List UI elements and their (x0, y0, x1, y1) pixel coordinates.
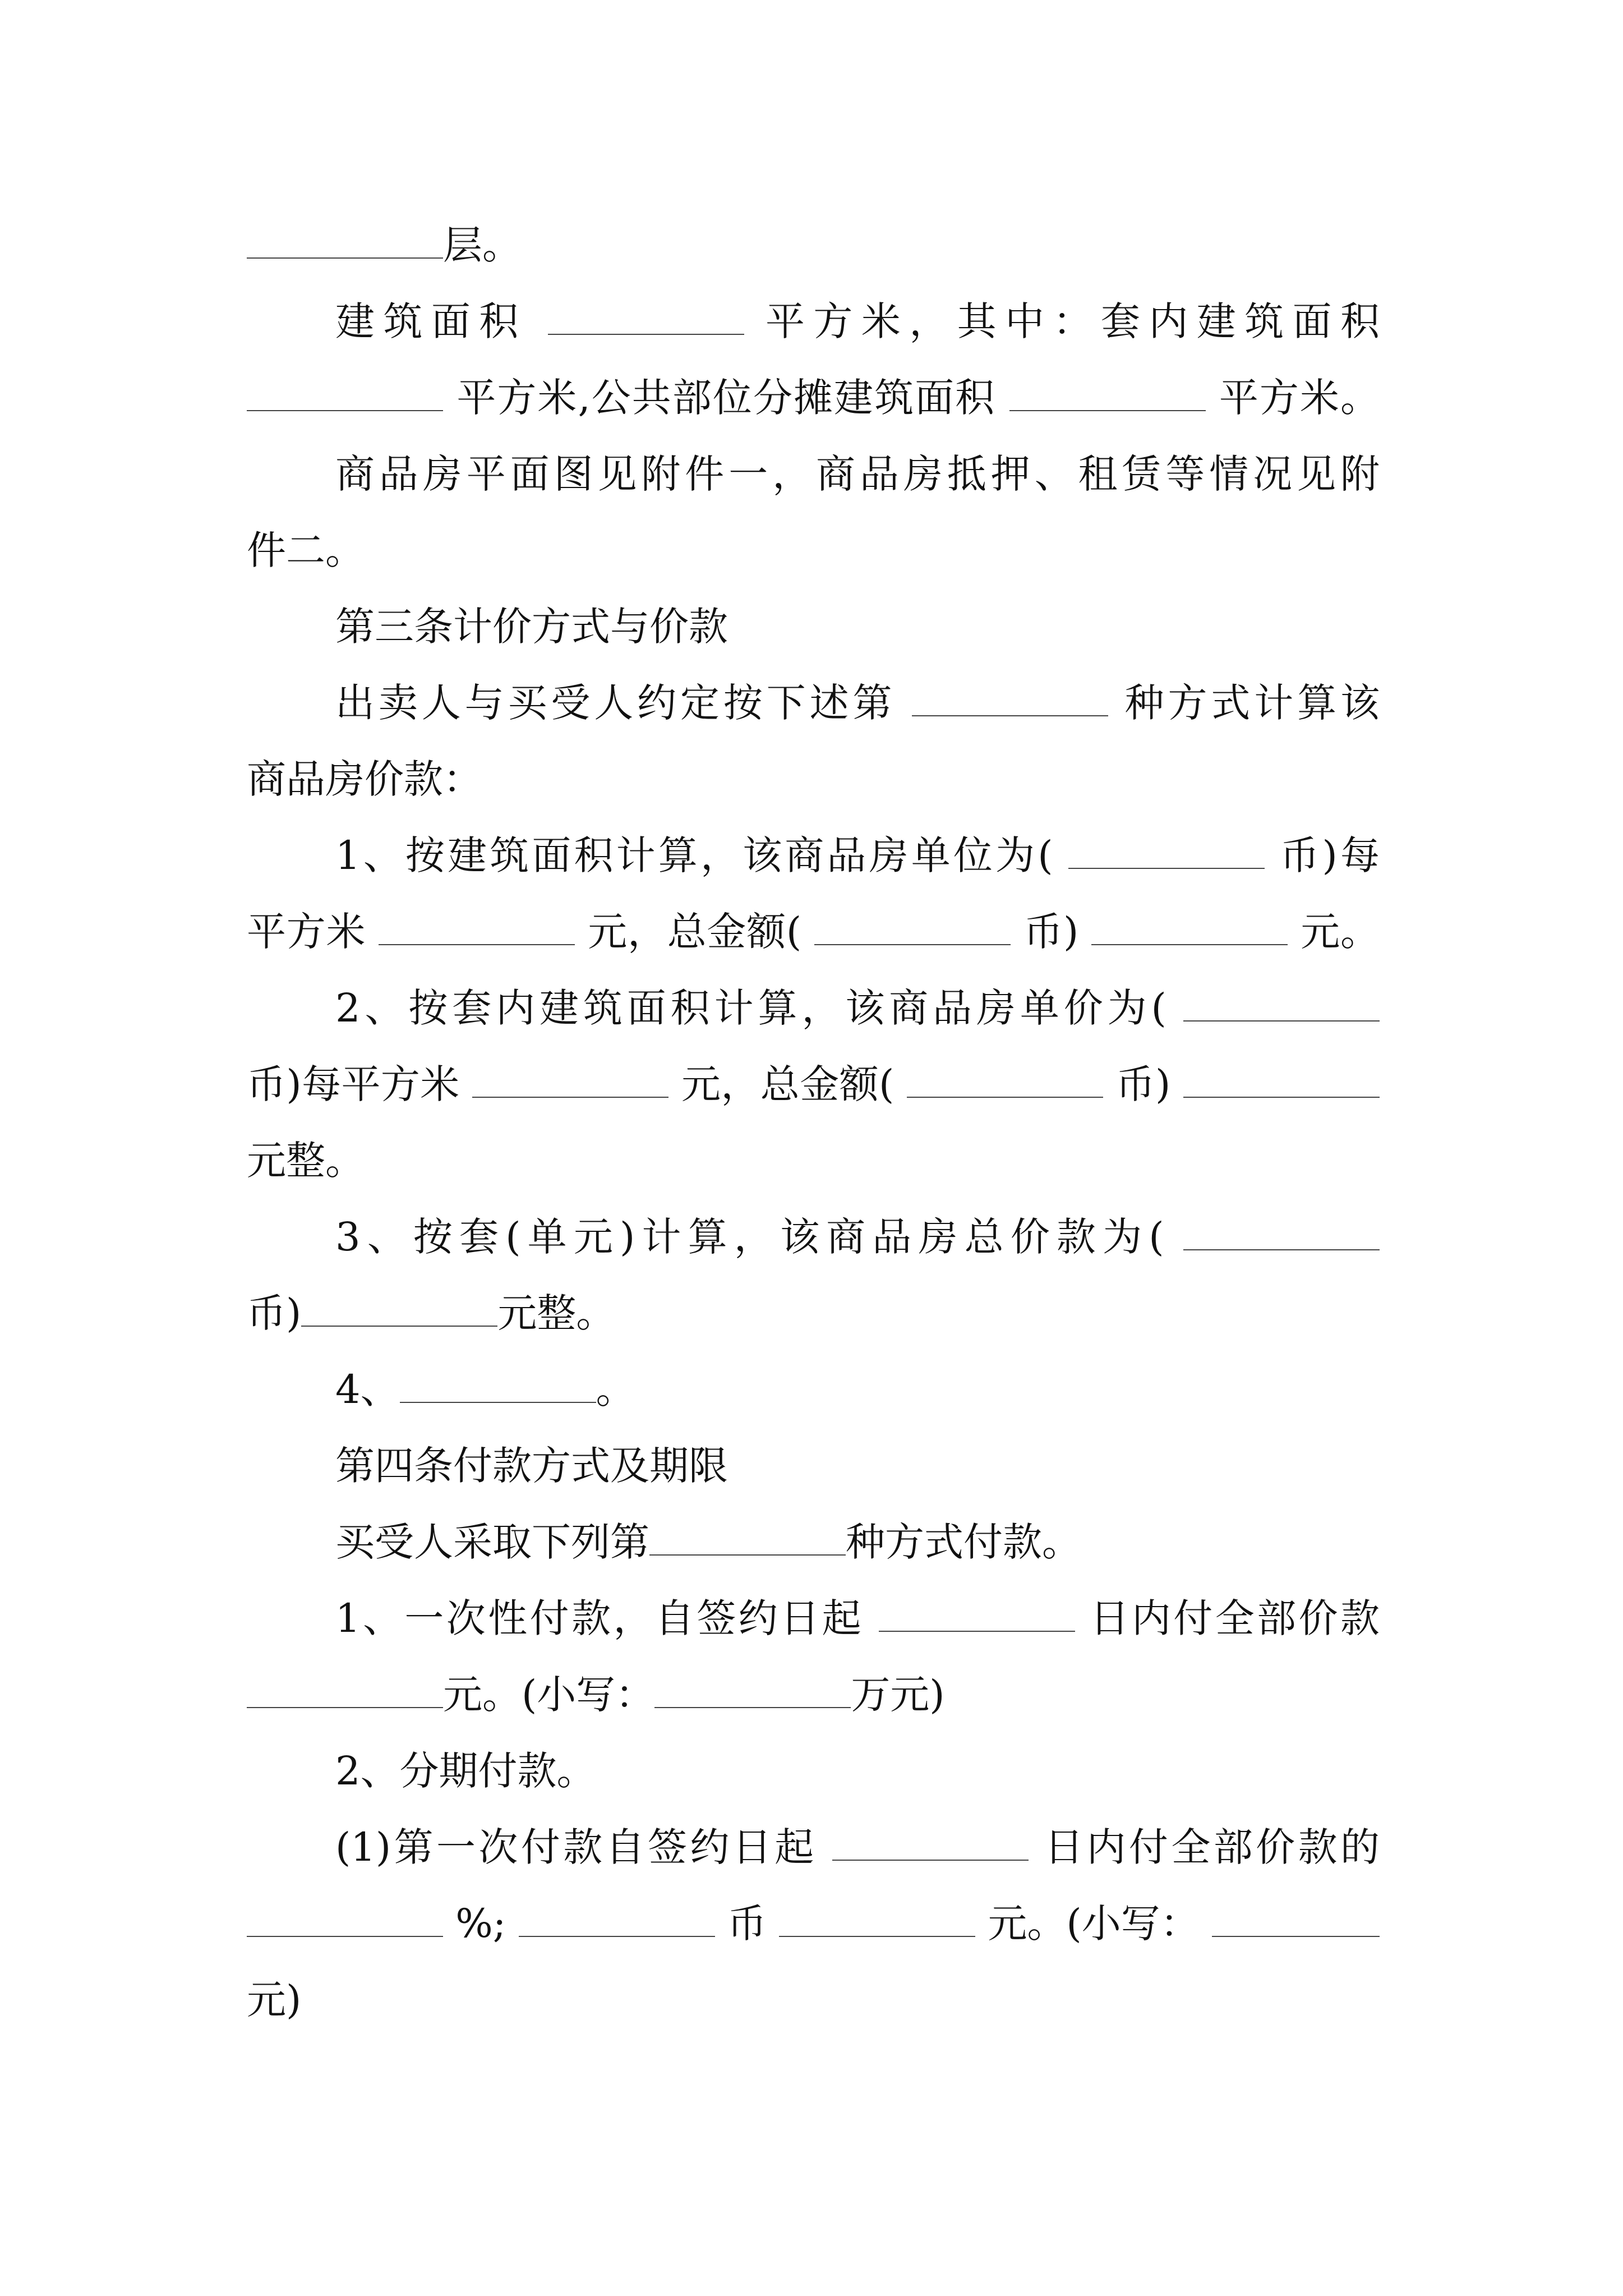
blank-field (879, 1591, 1075, 1632)
text-segment: 元) (247, 1977, 302, 2023)
text-segment: (1)第一次付款自签约日起 (335, 1824, 817, 1870)
text-segment: 元。(小写： (443, 1672, 655, 1718)
text-segment: 币) (1115, 1061, 1171, 1107)
text-segment: 3、按套(单元)计算，该商品房总价款为( (335, 1214, 1164, 1260)
text-line (247, 211, 1380, 279)
text-line (335, 288, 1380, 355)
text-line (247, 1051, 1380, 1118)
blank-field (1091, 905, 1288, 945)
text-segment: 币) (247, 1290, 302, 1336)
text-segment: 平方米 (247, 909, 366, 955)
text-segment: %; (455, 1901, 506, 1947)
blank-field (814, 905, 1011, 945)
section-heading (335, 1432, 1380, 1499)
text-line (335, 1508, 1380, 1576)
text-segment: 第三条计价方式与价款 (335, 604, 728, 650)
blank-field (472, 1057, 668, 1098)
text-line (247, 1127, 1380, 1194)
text-segment: 币 (727, 1901, 767, 1947)
text-line (335, 1203, 1380, 1271)
text-segment: 日内付全部价款 (1090, 1595, 1380, 1641)
text-line (247, 1966, 1380, 2033)
text-segment: 1、一次性付款，自签约日起 (335, 1595, 864, 1641)
text-line (335, 1585, 1380, 1652)
blank-field (301, 1286, 497, 1327)
text-segment: 平方米,公共部位分摊建筑面积 (457, 375, 996, 421)
text-line (247, 1890, 1380, 1957)
text-segment: 2、按套内建筑面积计算，该商品房单价为( (335, 985, 1166, 1031)
text-segment: 件二。 (247, 527, 365, 573)
text-segment: 出卖人与买受人约定按下述第 (335, 680, 896, 726)
text-segment: 币)每 (1280, 832, 1380, 878)
text-segment: 平方米。 (1219, 375, 1380, 421)
blank-field (1212, 1897, 1380, 1937)
blank-field (548, 295, 744, 335)
blank-field (1009, 371, 1206, 411)
text-line (247, 1661, 1380, 1728)
text-segment: 元整。 (497, 1290, 616, 1336)
text-segment: 元。 (1301, 909, 1380, 955)
text-line (247, 364, 1380, 431)
text-segment: 种方式付款。 (846, 1519, 1081, 1565)
text-segment: 商品房价款： (247, 756, 482, 802)
blank-field (247, 371, 443, 411)
blank-field (247, 1668, 443, 1708)
text-line (335, 974, 1380, 1042)
text-line (335, 1737, 1380, 1805)
text-line (335, 1356, 1380, 1423)
text-line (335, 1814, 1380, 1881)
blank-field (1183, 981, 1380, 1022)
text-segment: 日内付全部价款的 (1044, 1824, 1380, 1870)
blank-field (907, 1057, 1103, 1098)
text-segment: 。 (596, 1366, 635, 1412)
text-segment: 币)每平方米 (247, 1061, 460, 1107)
text-segment: 2、分期付款。 (335, 1748, 596, 1794)
blank-field (654, 1668, 851, 1708)
blank-field (779, 1897, 975, 1937)
blank-field (1183, 1210, 1380, 1250)
text-line (247, 898, 1380, 965)
text-segment: 元。(小写： (988, 1901, 1200, 1947)
blank-field (912, 676, 1108, 716)
text-segment: 万元) (851, 1672, 945, 1718)
text-segment: 元，总金额( (681, 1061, 895, 1107)
text-segment: 币) (1023, 909, 1079, 955)
text-line (335, 822, 1380, 889)
blank-field (379, 905, 575, 945)
blank-field (247, 1897, 443, 1937)
text-segment: 平方米，其中：套内建筑面积 (766, 298, 1380, 344)
blank-field (649, 1515, 846, 1556)
text-segment: 4、 (335, 1366, 400, 1412)
section-heading (335, 593, 1380, 660)
blank-field (247, 218, 443, 259)
text-segment: 层。 (443, 222, 522, 268)
text-segment: 建筑面积 (335, 298, 527, 344)
text-line (247, 1280, 1380, 1347)
blank-field (1068, 829, 1265, 869)
text-segment: 商品房平面图见附件一，商品房抵押、租赁等情况见附 (335, 451, 1380, 497)
text-line (247, 517, 1380, 584)
blank-field (400, 1363, 596, 1403)
blank-field (519, 1897, 715, 1937)
text-segment: 元整。 (247, 1138, 365, 1184)
text-segment: 买受人采取下列第 (335, 1519, 649, 1565)
text-line (335, 669, 1380, 737)
blank-field (1183, 1057, 1380, 1098)
text-segment: 1、按建筑面积计算，该商品房单位为( (335, 832, 1053, 878)
text-segment: 元，总金额( (588, 909, 802, 955)
text-line (335, 440, 1380, 508)
text-segment: 第四条付款方式及期限 (335, 1443, 728, 1489)
text-line (247, 746, 1380, 813)
text-segment: 种方式计算该 (1124, 680, 1380, 726)
blank-field (832, 1820, 1029, 1861)
